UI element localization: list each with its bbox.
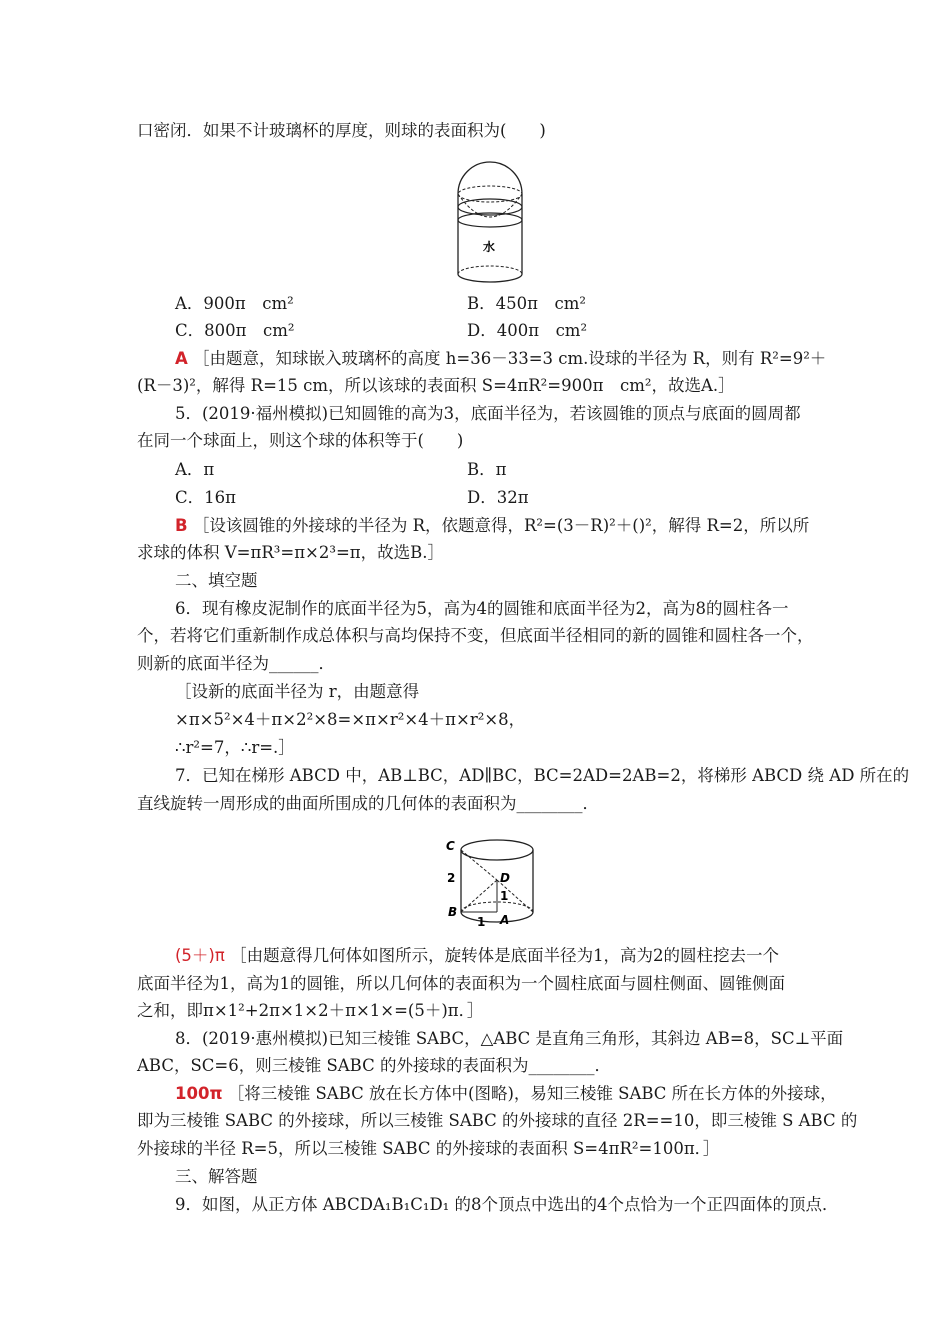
q6-line-3: 则新的底面半径为______． (137, 654, 335, 673)
q8-answer: 100π (175, 1084, 223, 1103)
label-1-vertical: 1 (500, 889, 509, 903)
q8-line-2: ABC，SC=6，则三棱锥 SABC 的外接球的表面积为________． (137, 1056, 611, 1075)
q5-answer: B (175, 516, 188, 535)
q7-line-2: 直线旋转一周形成的曲面所围成的几何体的表面积为________． (137, 794, 599, 813)
cone-slant-left (461, 880, 497, 912)
q6-solution-line-3: ∴r²=7，∴r=.］ (175, 738, 295, 757)
section-heading-fill-in: 二、填空题 (175, 571, 258, 590)
cylinder-bottom-front (461, 912, 533, 922)
q4-answer: A (175, 349, 188, 368)
q8-solution-text: ［将三棱锥 SABC 放在长方体中(图略)，易知三棱锥 SABC 所在长方体的外接球， (227, 1084, 837, 1103)
sphere-outline (458, 162, 522, 194)
q6-solution-line-2: ×π×5²×4＋π×2²×8=×π×r²×4＋π×r²×8， (175, 710, 526, 729)
cylinder-top-ellipse (461, 840, 533, 860)
q5-solution-text: ［设该圆锥的外接球的半径为 R，依题意得，R²=(3－R)²＋()²，解得 R=2，所以所 (192, 516, 810, 535)
q5-option-a: A．π (175, 460, 215, 479)
q6-solution-line-1: ［设新的底面半径为 r，由题意得 (175, 682, 420, 701)
q8-solution-line-3: 外接球的半径 R=5，所以三棱锥 SABC 的外接球的表面积 S=4πR²=100π．］ (137, 1139, 720, 1158)
q8-solution-line-2: 即为三棱锥 SABC 的外接球，所以三棱锥 SABC 的外接球的直径 2R==10，即三棱锥 S ABC 的 (137, 1111, 858, 1130)
q5-solution-line-1 (175, 515, 809, 537)
label-c: C (446, 839, 455, 853)
q5-line-1: 5．(2019·福州模拟)已知圆锥的高为3，底面半径为，若该圆锥的顶点与底面的圆周都 (175, 404, 801, 423)
q4-solution-line-2: (R－3)²，解得 R=15 cm，所以该球的表面积 S=4πR²=900π cm²，故选A.］ (137, 376, 735, 395)
q6-line-1: 6．现有橡皮泥制作的底面半径为5，高为4的圆锥和底面半径为2，高为8的圆柱各一 (175, 599, 789, 618)
q7-solution-text: ［由题意得几何体如图所示，旋转体是底面半径为1，高为2的圆柱挖去一个 (230, 946, 780, 965)
label-b: B (448, 905, 458, 919)
label-d: D (500, 871, 510, 885)
sphere-equator (458, 186, 522, 202)
cylinder-cone-figure (440, 830, 540, 930)
q7-line-1: 7．已知在梯形 ABCD 中，AB⊥BC，AD∥BC，BC=2AD=2AB=2，将梯形 ABCD 绕 AD 所在的 (175, 766, 910, 785)
q7-solution-line-3: 之和，即π×1²+2π×1×2＋π×1×=(5＋)π．］ (137, 1001, 484, 1020)
q5-option-d: D．32π (467, 488, 529, 507)
sphere-cylinder-figure (450, 150, 530, 288)
section-heading-answer: 三、解答题 (175, 1167, 258, 1186)
q9-line-1: 9．如图，从正方体 ABCDA₁B₁C₁D₁ 的8个顶点中选出的4个点恰为一个正四面体的顶点． (175, 1195, 839, 1214)
q4-option-c: C．800π cm² (175, 321, 295, 340)
q7-answer: (5＋)π (175, 946, 225, 965)
q5-option-b: B．π (467, 460, 507, 479)
glass-bottom-back (458, 266, 522, 274)
text-line: 口密闭．如果不计玻璃杯的厚度，则球的表面积为( ) (137, 121, 546, 140)
q8-line-1: 8．(2019·惠州模拟)已知三棱锥 SABC，△ABC 是直角三角形，其斜边 AB=8，SC⊥平面 (175, 1029, 844, 1048)
q7-solution-line-1 (175, 945, 779, 967)
q5-line-2: 在同一个球面上，则这个球的体积等于( ) (137, 431, 464, 450)
label-1-horizontal: 1 (477, 915, 486, 929)
label-2: 2 (447, 871, 456, 885)
label-a: A (500, 913, 510, 927)
water-label: 水 (483, 240, 496, 254)
q6-line-2: 个，若将它们重新制作成总体积与高均保持不变，但底面半径相同的新的圆锥和圆柱各一个， (137, 626, 814, 645)
q5-option-c: C．16π (175, 488, 236, 507)
q7-solution-line-2: 底面半径为1，高为1的圆锥，所以几何体的表面积为一个圆柱底面与圆柱侧面、圆锥侧面 (137, 974, 785, 993)
q4-solution-text: ［由题意，知球嵌入玻璃杯的高度 h=36－33=3 cm.设球的半径为 R，则有 R²=9²＋ (193, 349, 827, 368)
q5-solution-line-2: 求球的体积 V=πR³=π×2³=π，故选B.］ (137, 543, 445, 562)
q8-solution-line-1 (175, 1083, 837, 1105)
q4-solution-line-1 (175, 348, 826, 370)
glass-bottom-front (458, 274, 522, 282)
line-c-to-d (461, 850, 497, 880)
q4-option-a: A．900π cm² (175, 294, 294, 313)
q4-option-d: D．400π cm² (467, 321, 588, 340)
q4-option-b: B．450π cm² (467, 294, 586, 313)
